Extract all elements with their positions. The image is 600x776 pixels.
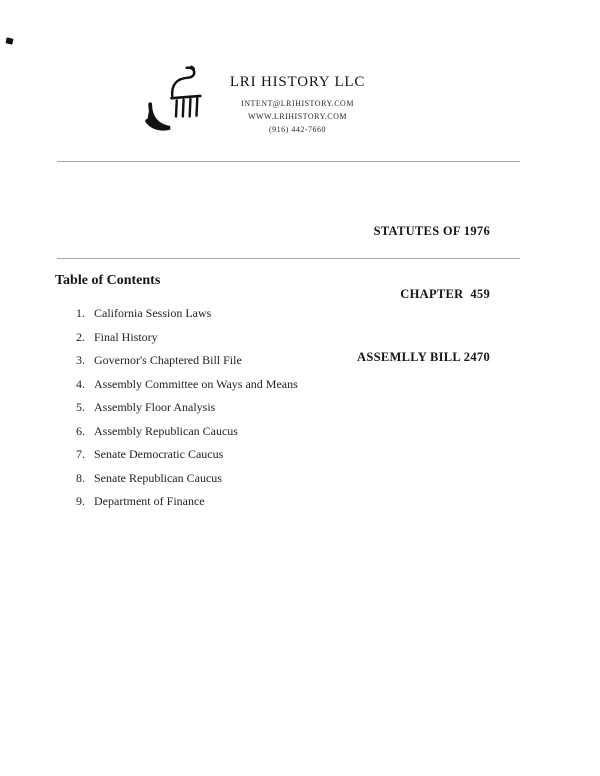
toc-item <box>67 447 527 471</box>
company-phone: (916) 442-7660 <box>269 125 326 134</box>
toc-item-label: Senate Democratic Caucus <box>94 447 224 461</box>
company-name: LRI HISTORY LLC <box>229 74 366 90</box>
toc-list <box>67 306 527 518</box>
toc-item <box>67 377 527 401</box>
toc-item-number: 4. <box>76 376 85 391</box>
assembly-bill-line: ASSEMLLY BILL 2470 <box>357 350 490 364</box>
toc-item-label: Final History <box>94 329 158 344</box>
toc-item-label: Assembly Republican Caucus <box>94 423 238 438</box>
toc-item-number: 9. <box>76 494 85 508</box>
toc-item-number: 8. <box>76 470 85 485</box>
toc-item <box>67 494 527 518</box>
toc-item-number: 1. <box>76 306 85 320</box>
toc-item-number: 7. <box>76 447 85 461</box>
letterhead <box>205 74 390 136</box>
toc-item-label: Assembly Committee on Ways and Means <box>94 376 298 391</box>
toc-item-label: Governor's Chaptered Bill File <box>94 353 242 367</box>
chapter-line: CHAPTER 459 <box>400 287 490 301</box>
statutes-line: STATUTES OF 1976 <box>373 224 490 238</box>
lri-logo-icon <box>138 60 214 144</box>
toc-item-label: Assembly Floor Analysis <box>94 400 216 414</box>
toc-item-number: 3. <box>76 353 85 367</box>
toc-item-label: Department of Finance <box>94 494 205 508</box>
horizontal-rule-top <box>57 161 520 162</box>
company-website: WWW.LRIHISTORY.COM <box>247 112 348 121</box>
toc-item-number: 5. <box>76 400 85 414</box>
toc-item <box>67 400 527 424</box>
toc-item-number: 2. <box>76 329 85 344</box>
toc-item <box>67 330 527 354</box>
toc-item <box>67 471 527 495</box>
company-email: INTENT@LRIHISTORY.COM <box>241 99 354 108</box>
toc-item <box>67 424 527 448</box>
toc-item <box>67 306 527 330</box>
toc-item <box>67 353 527 377</box>
toc-title: Table of Contents <box>55 273 161 288</box>
scan-artifact <box>5 37 13 44</box>
toc-item-label: California Session Laws <box>94 306 212 320</box>
toc-item-label: Senate Republican Caucus <box>94 470 222 485</box>
toc-item-number: 6. <box>76 423 85 438</box>
horizontal-rule-middle <box>57 258 520 259</box>
